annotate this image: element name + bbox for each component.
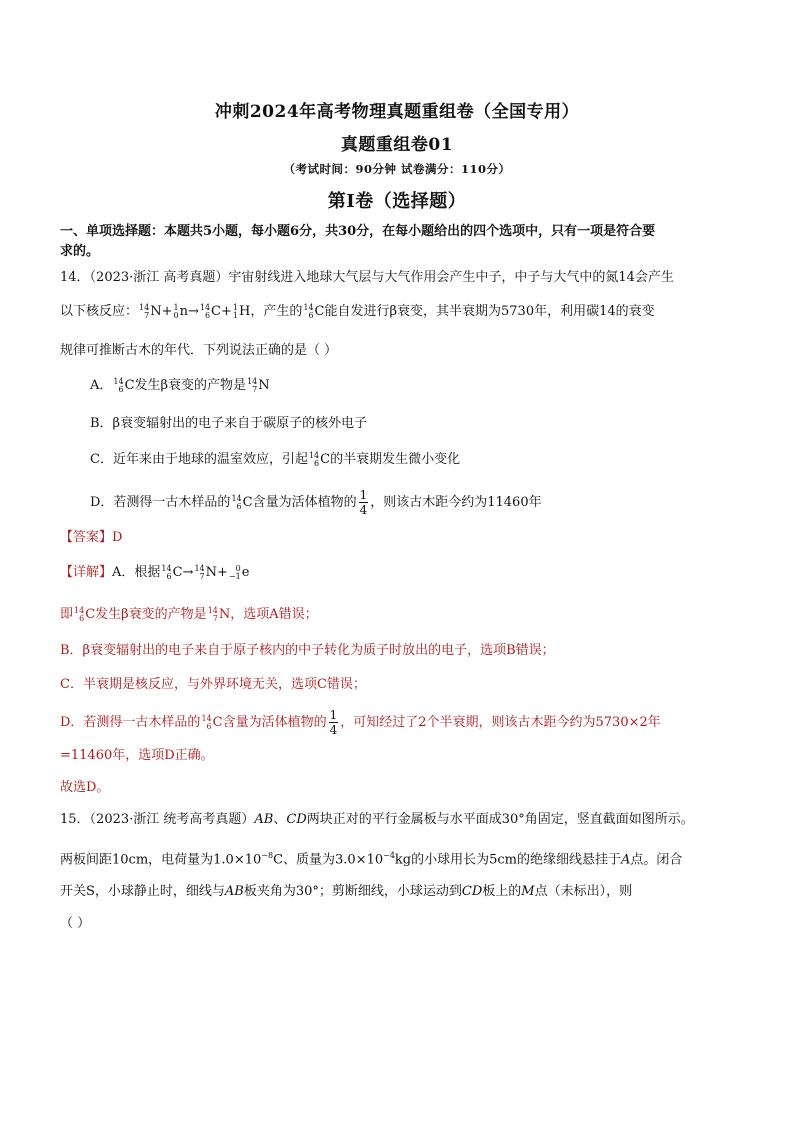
q14-explain-d-cont: =11460年，选项D正确。 bbox=[60, 748, 214, 763]
q14-conclusion: 故选D。 bbox=[60, 780, 110, 795]
instructions-line1: 一、单项选择题：本题共5小题，每小题6分，共30分，在每小题给出的四个选项中，只有一项是符合要 bbox=[60, 224, 656, 239]
q15-stem-line2: 两板间距10cm，电荷量为$1.0\times 10^{-8}C$、质量为$3.0\times 10^{-4}kg$的小球用长为5cm的绝缘细线悬挂于A点。闭合 bbox=[60, 851, 683, 868]
section-heading: 第I卷（选择题） bbox=[327, 191, 467, 212]
q14-option-d: D．若测得一古木样品的 14 6 C含量为活体植物的 $\frac{1}{4}$ ，则该古木距今约为11460年 bbox=[90, 488, 542, 517]
q15-stem-line1: 15．（2023·浙江 统考高考真题）AB、CD两块正对的平行金属板与水平面成30°角固定，竖直截面如图所示。 bbox=[60, 812, 694, 827]
instructions-line2: 求的。 bbox=[60, 244, 100, 259]
q14-stem-line1: 14．（2023·浙江 高考真题）宇宙射线进入地球大气层与大气作用会产生中子，中子与大气中的氮14会产生 bbox=[60, 270, 674, 285]
paper-title: 冲刺2024年高考物理真题重组卷（全国专用） bbox=[214, 102, 580, 122]
q14-option-b: B．β衰变辐射出的电子来自于碳原子的核外电子 bbox=[90, 416, 368, 431]
q14-explain-b: B．β衰变辐射出的电子来自于原子核内的中子转化为质子时放出的电子，选项B错误； bbox=[60, 643, 555, 658]
paper-subtitle: 真题重组卷01 bbox=[340, 135, 454, 155]
q14-stem-line2: 以下核反应： 14 7 N+ 1 0 n→ 14 6 C+ 1 1 H，产生的 14 6 C能自发进行β衰变，其半衰期为5730年，利用碳14的衰变 bbox=[60, 302, 655, 320]
q14-explain-d: D．若测得一古木样品的 14 6 C含量为活体植物的 $\frac{1}{4}$ ，可知经过了2个半衰期，则该古木距今约为5730×2年 bbox=[60, 708, 661, 737]
q14-option-a: A． 14 6 C发生β衰变的产物是 14 7 N bbox=[90, 376, 270, 394]
fraction-one-quarter: $\frac{1}{4}$ bbox=[359, 488, 368, 517]
q14-detail-a: 【详解】A．根据 14 6 C→ 14 7 N+ 0 −1 e bbox=[60, 563, 250, 581]
nuclide-n14-mass: 14 7 bbox=[139, 302, 150, 320]
q14-option-c: C．近年来由于地球的温室效应，引起 14 6 C的半衰期发生微小变化 bbox=[90, 450, 461, 468]
q15-stem-line3: 开关S，小球静止时，细线与AB板夹角为30°；剪断细线，小球运动到CD板上的M点（未标出），则 bbox=[60, 884, 633, 899]
exam-info: （考试时间：90分钟 试卷满分：110分） bbox=[283, 162, 511, 176]
q14-explain-a: 即 14 6 C发生β衰变的产物是 14 7 N，选项A错误； bbox=[60, 605, 318, 623]
q15-stem-line4: （ ） bbox=[60, 916, 91, 931]
q14-answer: 【答案】D bbox=[60, 530, 123, 545]
q14-stem-line3: 规律可推断古木的年代．下列说法正确的是（ ） bbox=[60, 343, 338, 358]
q14-explain-c: C．半衰期是核反应，与外界环境无关，选项C错误； bbox=[60, 677, 366, 692]
